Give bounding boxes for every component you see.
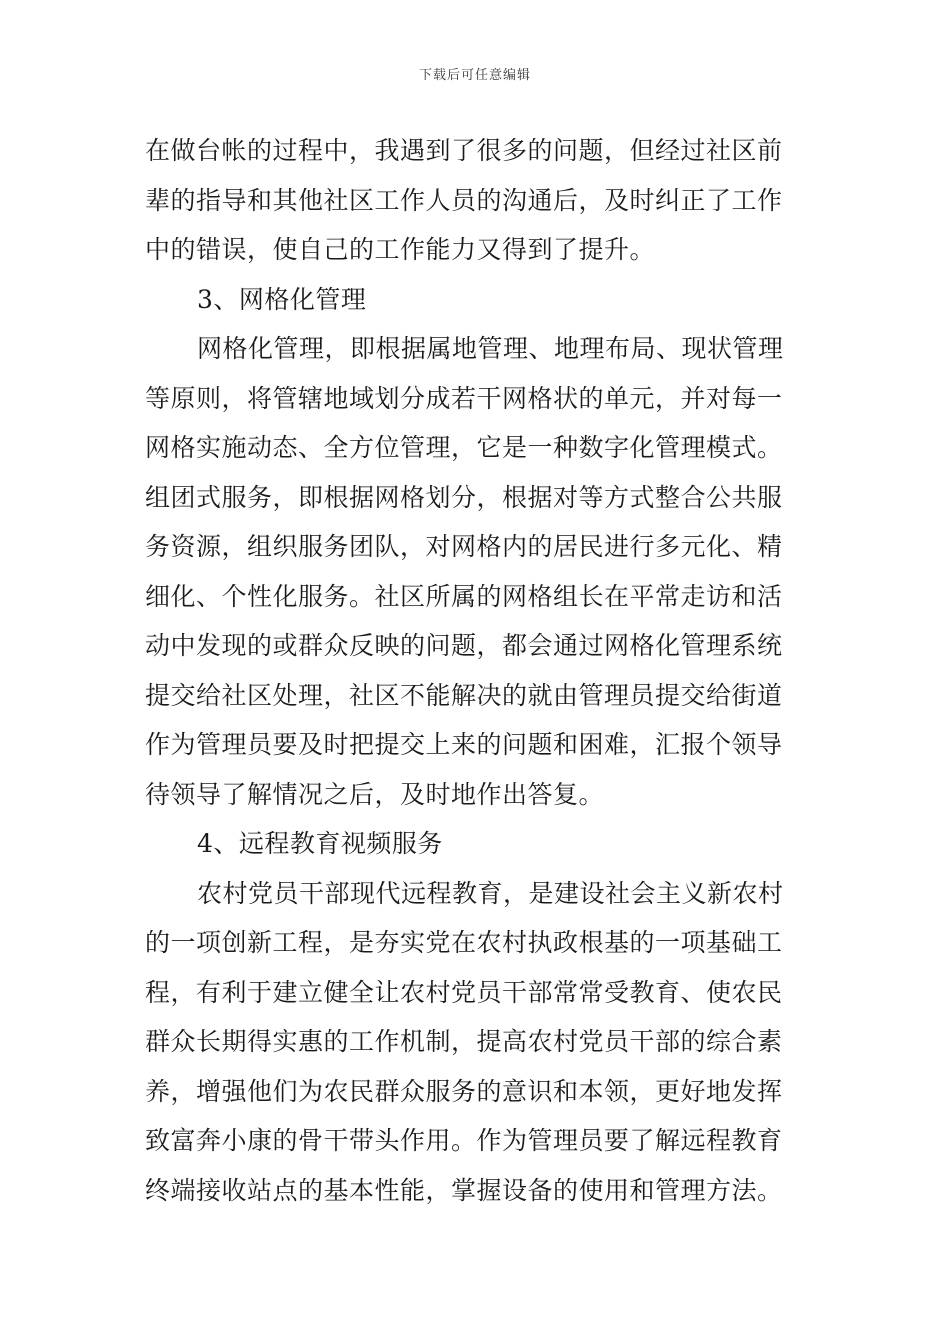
text-line: 务资源，组织服务团队，对网格内的居民进行多元化、精: [145, 532, 783, 561]
document-body: [145, 126, 805, 1215]
paragraph-first-line: 网格化管理，即根据属地管理、地理布局、现状管理: [197, 334, 784, 363]
text-line: 终端接收站点的基本性能，掌握设备的使用和管理方法。: [145, 1175, 783, 1205]
text-line: 提交给社区处理，社区不能解决的就由管理员提交给街道: [145, 680, 783, 710]
text-line: 等原则，将管辖地域划分成若干网格状的单元，并对每一: [145, 383, 783, 413]
text-line: 网格实施动态、全方位管理，它是一种数字化管理模式。: [145, 433, 783, 462]
text-line: 程，有利于建立健全让农村党员干部常常受教育、使农民: [145, 977, 783, 1007]
text-line: 致富奔小康的骨干带头作用。作为管理员要了解远程教育: [145, 1126, 783, 1155]
text-line: 中的错误，使自己的工作能力又得到了提升。: [145, 235, 656, 264]
paragraph-first-line: 农村党员干部现代远程教育，是建设社会主义新农村: [197, 878, 784, 908]
text-line: 细化、个性化服务。社区所属的网格组长在平常走访和活: [145, 581, 783, 611]
text-line: 的一项创新工程，是夯实党在农村执政根基的一项基础工: [145, 928, 783, 957]
section-heading-4: 4、远程教育视频服务: [197, 829, 443, 858]
section-heading-3: 3、网格化管理: [197, 284, 367, 314]
text-line: 养，增强他们为农民群众服务的意识和本领，更好地发挥: [145, 1076, 783, 1106]
text-line: 作为管理员要及时把提交上来的问题和困难，汇报个领导: [145, 730, 783, 759]
text-line: 待领导了解情况之后，及时地作出答复。: [145, 779, 605, 809]
page-header: 下载后可任意编辑: [418, 68, 531, 83]
text-line: 辈的指导和其他社区工作人员的沟通后，及时纠正了工作: [145, 185, 783, 215]
text-line: 群众长期得实惠的工作机制，提高农村党员干部的综合素: [145, 1027, 783, 1056]
text-line: 动中发现的或群众反映的问题，都会通过网格化管理系统: [145, 631, 783, 660]
text-line: 在做台帐的过程中，我遇到了很多的问题，但经过社区前: [145, 136, 783, 165]
text-line: 组团式服务，即根据网格划分，根据对等方式整合公共服: [145, 482, 783, 512]
